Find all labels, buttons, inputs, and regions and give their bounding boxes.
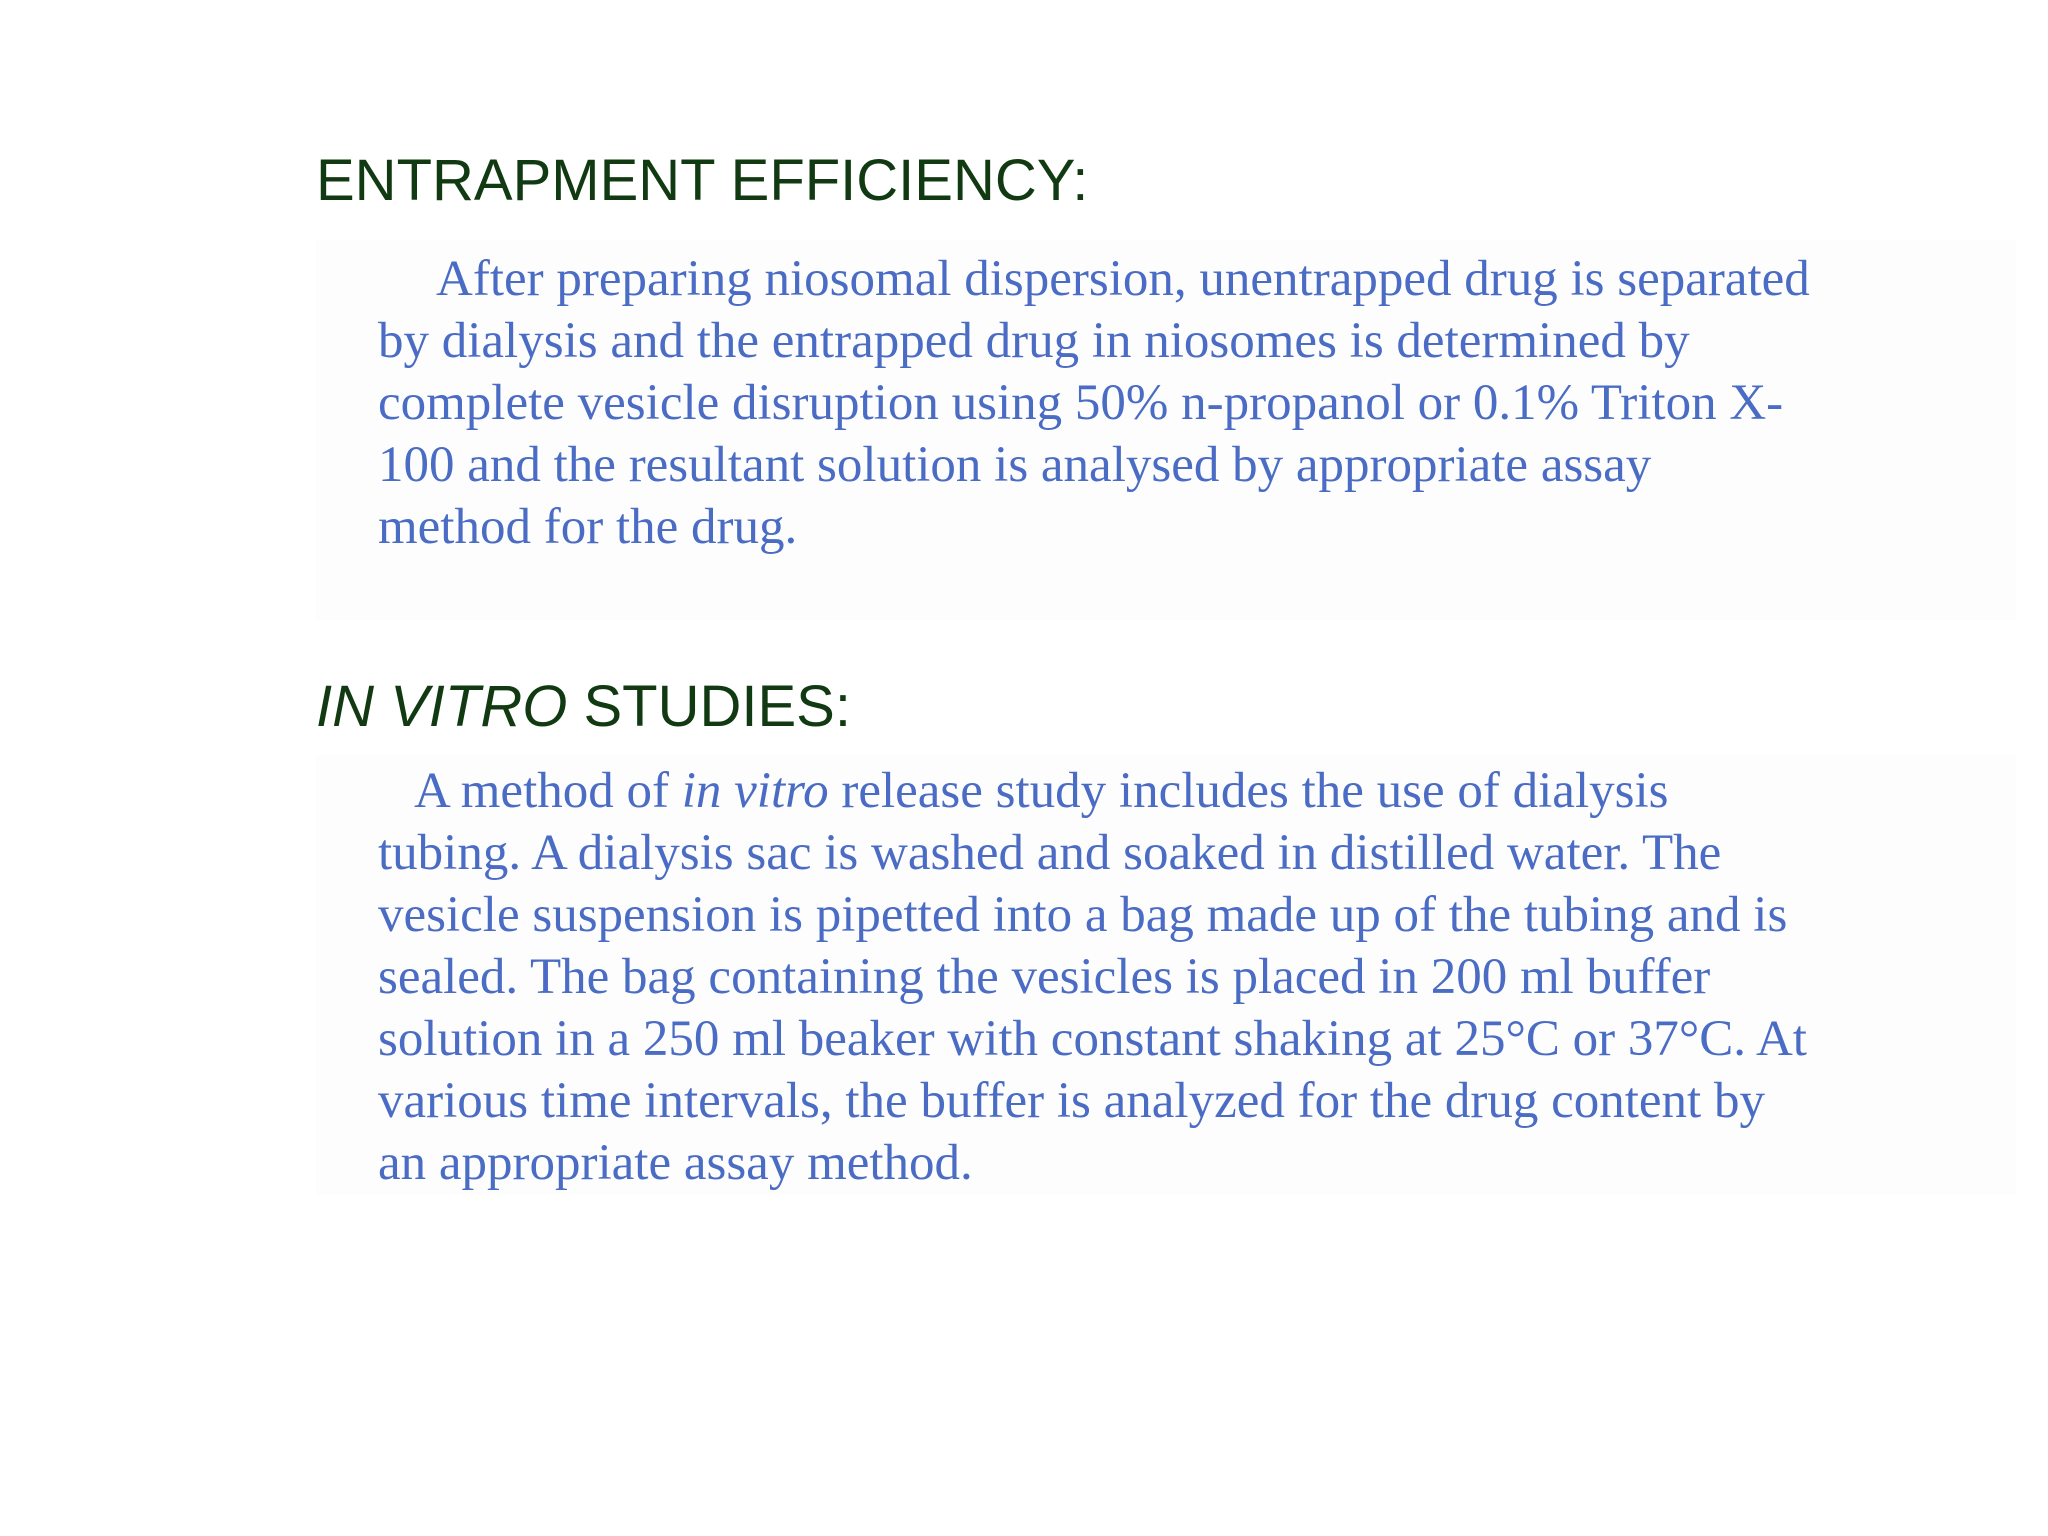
italic-term-in-vitro: in vitro [681, 763, 829, 819]
text-line: an appropriate assay method. [378, 1135, 973, 1191]
text-line: 100 and the resultant solution is analysed by appropriate assay [378, 437, 1652, 493]
text-line: After preparing niosomal dispersion, unentrapped drug is separated [436, 251, 1810, 307]
text-line: sealed. The bag containing the vesicles is placed in 200 ml buffer [378, 949, 1711, 1005]
paragraph-in-vitro-studies [378, 760, 1807, 1194]
text-line: by dialysis and the entrapped drug in niosomes is determined by [378, 313, 1690, 369]
heading-italic-part: IN VITRO [316, 674, 568, 739]
heading-entrapment-efficiency: ENTRAPMENT EFFICIENCY: [316, 148, 1089, 213]
text-segment: A method of [414, 763, 682, 819]
text-line: solution in a 250 ml beaker with constant shaking at 25°C or 37°C. At [378, 1011, 1807, 1067]
text-line: various time intervals, the buffer is analyzed for the drug content by [378, 1073, 1765, 1129]
text-line: vesicle suspension is pipetted into a bag made up of the tubing and is [378, 887, 1788, 943]
text-line: method for the drug. [378, 499, 798, 555]
heading-rest-part: STUDIES: [567, 674, 851, 739]
text-line: tubing. A dialysis sac is washed and soaked in distilled water. The [378, 825, 1722, 881]
text-line [378, 760, 1807, 822]
paragraph-entrapment-efficiency [378, 248, 1810, 558]
text-segment: release study includes the use of dialysis [828, 763, 1669, 819]
text-line: complete vesicle disruption using 50% n-propanol or 0.1% Triton X- [378, 375, 1784, 431]
heading-in-vitro-studies [316, 672, 851, 742]
